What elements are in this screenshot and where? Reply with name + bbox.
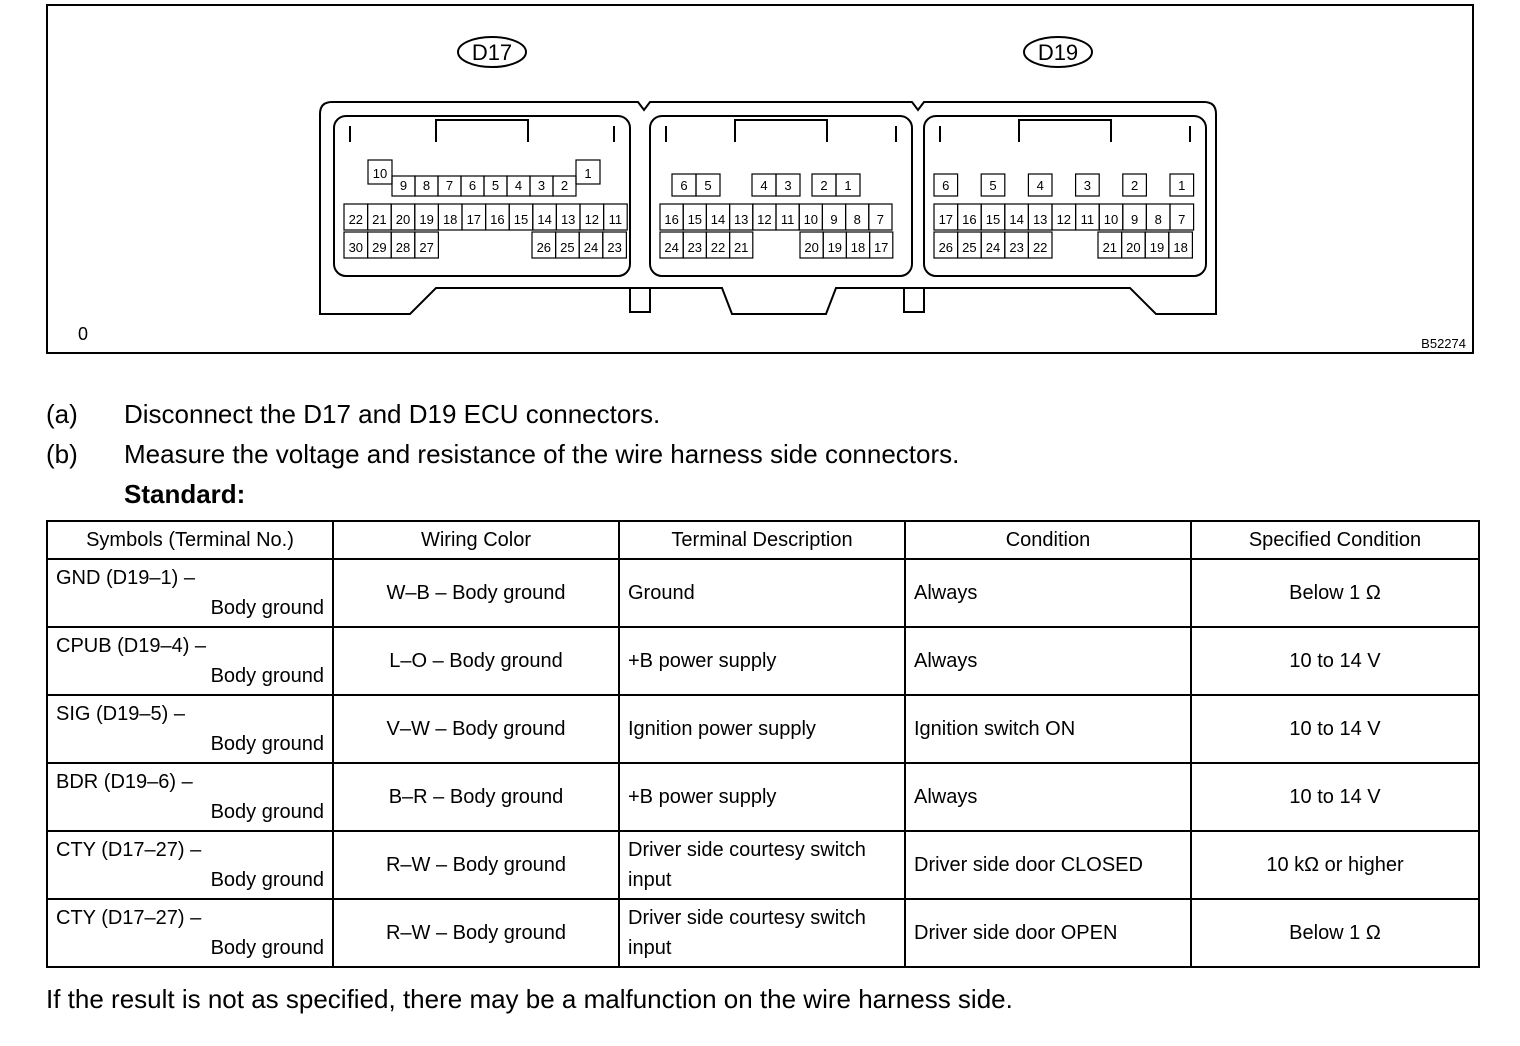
pin-cell <box>958 232 982 258</box>
svg-text:12: 12 <box>584 212 600 227</box>
svg-text:16: 16 <box>962 212 977 227</box>
table-header-row <box>47 521 1479 559</box>
svg-text:19: 19 <box>827 240 843 255</box>
pin-cell <box>461 176 484 196</box>
symbol-text: CTY (D17–27) – <box>56 907 202 929</box>
svg-text:20: 20 <box>1126 240 1141 255</box>
svg-text:5: 5 <box>989 178 997 193</box>
svg-text:13: 13 <box>1032 212 1048 227</box>
pin-cell <box>553 176 576 196</box>
pin-cell <box>981 174 1005 196</box>
pin-cell <box>438 204 462 230</box>
svg-text:19: 19 <box>1149 240 1165 255</box>
pin-cell <box>660 232 683 258</box>
svg-text:24: 24 <box>664 240 679 255</box>
pin-cell <box>507 176 530 196</box>
pin-cell <box>438 176 461 196</box>
locating-key <box>904 288 924 312</box>
svg-text:14: 14 <box>710 212 726 227</box>
table-row <box>47 559 1479 627</box>
svg-text:23: 23 <box>1009 240 1024 255</box>
svg-text:22: 22 <box>710 240 726 255</box>
pin-cell <box>1005 232 1029 258</box>
svg-text:1: 1 <box>844 178 852 193</box>
step-text: Measure the voltage and resistance of the wire harness side connectors. <box>124 439 960 469</box>
pin-cell <box>683 204 706 230</box>
cell-specified: Below 1 Ω <box>1191 899 1479 967</box>
svg-text:4: 4 <box>514 178 523 193</box>
cell-description: +B power supply <box>619 763 905 831</box>
pin-cell <box>812 174 836 196</box>
cell-wiring: B–R – Body ground <box>333 763 619 831</box>
svg-text:3: 3 <box>1083 178 1092 193</box>
pin-cell <box>776 174 800 196</box>
svg-text:9: 9 <box>830 212 838 227</box>
cell-condition: Driver side door OPEN <box>905 899 1191 967</box>
svg-text:D17: D17 <box>471 40 513 65</box>
latch-tab <box>436 120 528 142</box>
svg-text:2: 2 <box>560 178 569 193</box>
table-row <box>47 831 1479 899</box>
header-symbols: Symbols (Terminal No.) <box>47 521 333 559</box>
svg-text:10: 10 <box>1103 212 1119 227</box>
cell-symbol <box>47 763 333 831</box>
pin-cell <box>576 160 600 184</box>
pin-cell <box>1098 232 1122 258</box>
svg-text:17: 17 <box>873 240 889 255</box>
pin-cell <box>846 204 869 230</box>
header-specified-condition: Specified Condition <box>1191 521 1479 559</box>
svg-text:10: 10 <box>372 166 388 181</box>
pin-cell <box>580 204 604 230</box>
svg-text:23: 23 <box>687 240 703 255</box>
svg-text:11: 11 <box>780 212 795 227</box>
svg-text:17: 17 <box>938 212 954 227</box>
svg-text:15: 15 <box>687 212 703 227</box>
svg-text:16: 16 <box>490 212 505 227</box>
cell-description: Driver side courtesy switch input <box>619 899 905 967</box>
pin-cell <box>604 204 628 230</box>
svg-text:15: 15 <box>513 212 529 227</box>
pin-cell <box>1028 232 1052 258</box>
pin-cell <box>1145 232 1169 258</box>
svg-text:13: 13 <box>733 212 749 227</box>
pin-cell <box>415 232 439 258</box>
svg-text:5: 5 <box>491 178 500 193</box>
svg-text:18: 18 <box>850 240 866 255</box>
svg-text:24: 24 <box>985 240 1001 255</box>
pin-cell <box>799 204 822 230</box>
symbol-text: CPUB (D19–4) – <box>56 635 207 657</box>
pin-cell <box>753 204 776 230</box>
pin-cell <box>344 204 368 230</box>
pin-cell <box>1052 204 1076 230</box>
svg-text:12: 12 <box>757 212 772 227</box>
svg-text:6: 6 <box>468 178 477 193</box>
pin-cell <box>486 204 510 230</box>
pin-cell <box>368 232 392 258</box>
pin-cell <box>1005 204 1029 230</box>
svg-text:21: 21 <box>1102 240 1118 255</box>
header-terminal-description: Terminal Description <box>619 521 905 559</box>
svg-text:6: 6 <box>942 178 950 193</box>
pin-cell <box>934 204 958 230</box>
pin-cell <box>660 204 683 230</box>
symbol-sub-text: Body ground <box>210 937 324 959</box>
svg-text:8: 8 <box>1154 212 1162 227</box>
pin-cell <box>391 232 415 258</box>
svg-text:7: 7 <box>1178 212 1186 227</box>
cell-wiring: R–W – Body ground <box>333 831 619 899</box>
symbol-sub-text: Body ground <box>210 733 324 755</box>
pin-cell <box>958 204 982 230</box>
symbol-text: CTY (D17–27) – <box>56 839 202 861</box>
svg-text:2: 2 <box>1130 178 1139 193</box>
step-text: Disconnect the D17 and D19 ECU connectors. <box>124 399 661 429</box>
cell-specified: 10 kΩ or higher <box>1191 831 1479 899</box>
pin-cell <box>823 232 846 258</box>
svg-text:8: 8 <box>853 212 861 227</box>
svg-text:12: 12 <box>1056 212 1072 227</box>
table-row <box>47 899 1479 967</box>
svg-text:1: 1 <box>1178 178 1186 193</box>
pin-cell <box>509 204 533 230</box>
svg-text:9: 9 <box>1130 212 1139 227</box>
svg-text:4: 4 <box>1036 178 1044 193</box>
cell-specified: 10 to 14 V <box>1191 627 1479 695</box>
svg-text:2: 2 <box>820 178 828 193</box>
pin-cell <box>672 174 696 196</box>
cell-condition: Driver side door CLOSED <box>905 831 1191 899</box>
cell-condition: Ignition switch ON <box>905 695 1191 763</box>
svg-text:30: 30 <box>348 240 364 255</box>
svg-text:11: 11 <box>608 212 623 227</box>
svg-text:16: 16 <box>664 212 679 227</box>
pin-cell <box>1146 204 1170 230</box>
pin-cell <box>730 204 753 230</box>
cell-specified: 10 to 14 V <box>1191 763 1479 831</box>
svg-text:23: 23 <box>607 240 622 255</box>
cell-description: Driver side courtesy switch input <box>619 831 905 899</box>
pin-cell <box>556 204 580 230</box>
svg-text:3: 3 <box>784 178 792 193</box>
pin-cell <box>706 204 729 230</box>
svg-text:15: 15 <box>985 212 1001 227</box>
svg-text:24: 24 <box>583 240 599 255</box>
pin-cell <box>368 204 392 230</box>
pin-cell <box>392 176 415 196</box>
svg-text:18: 18 <box>442 212 458 227</box>
symbol-sub-text: Body ground <box>210 869 324 891</box>
svg-text:25: 25 <box>962 240 977 255</box>
pin-cell <box>1169 232 1193 258</box>
pin-cell <box>934 174 958 196</box>
pin-cell <box>530 176 553 196</box>
svg-text:25: 25 <box>560 240 575 255</box>
pin-cell <box>776 204 799 230</box>
pin-cell <box>344 232 368 258</box>
cell-condition: Always <box>905 559 1191 627</box>
connector-housing <box>320 102 1216 314</box>
latch-tab <box>735 120 827 142</box>
table-row <box>47 627 1479 695</box>
locating-key <box>630 288 650 312</box>
cell-symbol <box>47 627 333 695</box>
svg-text:20: 20 <box>804 240 819 255</box>
pin-cell <box>368 160 392 184</box>
svg-text:9: 9 <box>399 178 408 193</box>
svg-text:28: 28 <box>395 240 411 255</box>
pin-cell <box>683 232 706 258</box>
cell-wiring: R–W – Body ground <box>333 899 619 967</box>
pin-cell <box>706 232 729 258</box>
pin-cell <box>846 232 869 258</box>
pin-cell <box>822 204 845 230</box>
symbol-text: GND (D19–1) – <box>56 567 195 589</box>
pin-cell <box>462 204 486 230</box>
connector-label-d19 <box>1024 37 1092 67</box>
pin-cell <box>533 204 557 230</box>
cell-symbol <box>47 559 333 627</box>
cell-symbol <box>47 695 333 763</box>
svg-text:10: 10 <box>803 212 819 227</box>
svg-text:18: 18 <box>1173 240 1188 255</box>
pin-cell <box>870 232 893 258</box>
cell-specified: Below 1 Ω <box>1191 559 1479 627</box>
svg-text:19: 19 <box>419 212 434 227</box>
svg-text:D19: D19 <box>1037 40 1079 65</box>
figure-corner-mark: 0 <box>78 324 89 344</box>
svg-text:7: 7 <box>876 212 885 227</box>
pin-cell <box>1076 204 1100 230</box>
pin-cell <box>1123 204 1147 230</box>
svg-text:17: 17 <box>466 212 482 227</box>
pin-cell <box>981 232 1005 258</box>
pin-cell <box>532 232 556 258</box>
pin-cell <box>1076 174 1100 196</box>
svg-text:21: 21 <box>372 212 387 227</box>
ecu-connector-drawing <box>48 6 1472 352</box>
spec-table <box>46 520 1480 968</box>
svg-text:22: 22 <box>1032 240 1048 255</box>
pin-cell <box>1123 174 1147 196</box>
cell-description: Ignition power supply <box>619 695 905 763</box>
pin-cell <box>1122 232 1146 258</box>
svg-text:13: 13 <box>560 212 576 227</box>
pin-cell <box>730 232 753 258</box>
cell-symbol <box>47 899 333 967</box>
svg-text:14: 14 <box>537 212 552 227</box>
symbol-text: BDR (D19–6) – <box>56 771 193 793</box>
cell-specified: 10 to 14 V <box>1191 695 1479 763</box>
connector-diagram <box>46 4 1474 354</box>
svg-text:6: 6 <box>680 178 688 193</box>
svg-text:20: 20 <box>395 212 411 227</box>
pin-cell <box>484 176 507 196</box>
pin-cell <box>1170 204 1194 230</box>
symbol-text: SIG (D19–5) – <box>56 703 185 725</box>
svg-text:7: 7 <box>445 178 454 193</box>
svg-text:27: 27 <box>419 240 434 255</box>
pin-cell <box>603 232 627 258</box>
pin-cell <box>696 174 720 196</box>
header-wiring-color: Wiring Color <box>333 521 619 559</box>
pin-cell <box>836 174 860 196</box>
symbol-sub-text: Body ground <box>210 801 324 823</box>
latch-tab <box>1019 120 1111 142</box>
pin-cell <box>579 232 603 258</box>
cell-condition: Always <box>905 763 1191 831</box>
svg-text:11: 11 <box>1080 212 1095 227</box>
pin-cell <box>752 174 776 196</box>
pin-cell <box>869 204 892 230</box>
pin-cell <box>1170 174 1194 196</box>
svg-text:4: 4 <box>760 178 768 193</box>
svg-text:21: 21 <box>733 240 749 255</box>
svg-text:26: 26 <box>938 240 954 255</box>
symbol-sub-text: Body ground <box>210 665 324 687</box>
pin-cell <box>981 204 1005 230</box>
connector-label-d17 <box>458 37 526 67</box>
pin-cell <box>415 204 439 230</box>
pin-cell <box>1099 204 1123 230</box>
svg-text:26: 26 <box>536 240 552 255</box>
svg-text:8: 8 <box>422 178 431 193</box>
svg-text:5: 5 <box>704 178 712 193</box>
cell-symbol <box>47 831 333 899</box>
figure-id: B52274 <box>1421 336 1466 351</box>
svg-text:3: 3 <box>537 178 546 193</box>
pin-cell <box>934 232 958 258</box>
svg-text:22: 22 <box>348 212 364 227</box>
pin-cell <box>1028 174 1052 196</box>
table-row <box>47 763 1479 831</box>
cell-wiring: L–O – Body ground <box>333 627 619 695</box>
cell-description: +B power supply <box>619 627 905 695</box>
step-letter: (b) <box>46 439 78 469</box>
footer-note: If the result is not as specified, there may be a malfunction on the wire harness side. <box>46 984 1013 1014</box>
header-condition: Condition <box>905 521 1191 559</box>
step-letter: (a) <box>46 399 78 429</box>
pin-cell <box>415 176 438 196</box>
symbol-sub-text: Body ground <box>210 597 324 619</box>
cell-condition: Always <box>905 627 1191 695</box>
cell-description: Ground <box>619 559 905 627</box>
pin-cell <box>1028 204 1052 230</box>
svg-text:29: 29 <box>372 240 387 255</box>
cell-wiring: V–W – Body ground <box>333 695 619 763</box>
pin-cell <box>391 204 415 230</box>
svg-text:14: 14 <box>1009 212 1024 227</box>
table-row <box>47 695 1479 763</box>
pin-cell <box>556 232 580 258</box>
standard-label: Standard: <box>124 479 246 509</box>
svg-text:1: 1 <box>584 166 592 181</box>
cell-wiring: W–B – Body ground <box>333 559 619 627</box>
pin-cell <box>800 232 823 258</box>
